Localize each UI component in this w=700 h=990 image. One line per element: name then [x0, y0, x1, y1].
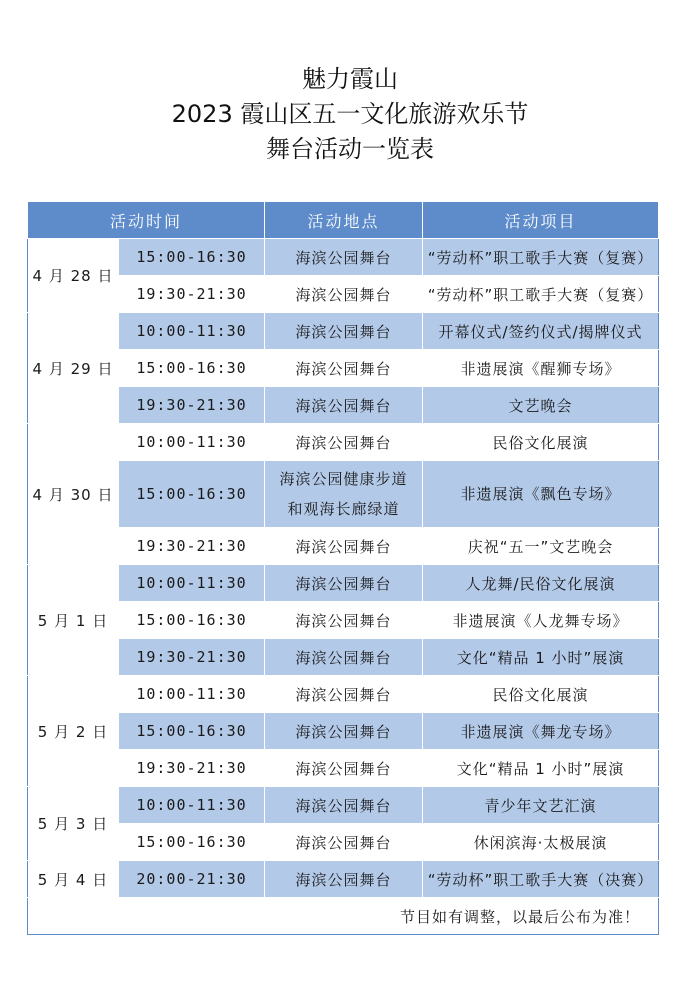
event-cell: 庆祝“五一”文艺晚会: [423, 528, 659, 565]
place-cell: 海滨公园舞台: [265, 313, 423, 350]
place-cell: 海滨公园舞台: [265, 565, 423, 602]
event-cell: 非遗展演《人龙舞专场》: [423, 602, 659, 639]
table-row: [28, 750, 659, 787]
table-row: [28, 313, 659, 350]
schedule-table: [27, 201, 659, 935]
time-cell: 10:00-11:30: [119, 676, 265, 713]
time-cell: 19:30-21:30: [119, 528, 265, 565]
place-cell: 海滨公园舞台: [265, 528, 423, 565]
title-line-2: 2023 霞山区五一文化旅游欢乐节: [171, 100, 529, 128]
time-cell: 15:00-16:30: [119, 602, 265, 639]
table-row: [28, 602, 659, 639]
table-row: [28, 824, 659, 861]
table-row: [28, 350, 659, 387]
date-cell: 4 月 29 日: [28, 313, 119, 424]
place-cell: 海滨公园舞台: [265, 787, 423, 824]
event-cell: 开幕仪式/签约仪式/揭牌仪式: [423, 313, 659, 350]
date-cell: 5 月 2 日: [28, 676, 119, 787]
table-row: [28, 565, 659, 602]
table-row: [28, 424, 659, 461]
table-row: [28, 276, 659, 313]
header-event: 活动项目: [423, 202, 659, 239]
title-line-1: 魅力霞山: [302, 65, 398, 93]
event-cell: 青少年文艺汇演: [423, 787, 659, 824]
place-cell: 海滨公园舞台: [265, 602, 423, 639]
time-cell: 15:00-16:30: [119, 239, 265, 276]
time-cell: 15:00-16:30: [119, 461, 265, 528]
time-cell: 19:30-21:30: [119, 387, 265, 424]
date-cell: 4 月 30 日: [28, 424, 119, 565]
time-cell: 19:30-21:30: [119, 750, 265, 787]
time-cell: 15:00-16:30: [119, 824, 265, 861]
time-cell: 19:30-21:30: [119, 276, 265, 313]
header-time: 活动时间: [28, 202, 265, 239]
event-cell: 民俗文化展演: [423, 424, 659, 461]
event-cell: “劳动杯”职工歌手大赛（复赛）: [423, 239, 659, 276]
place-cell: 海滨公园舞台: [265, 424, 423, 461]
time-cell: 10:00-11:30: [119, 424, 265, 461]
time-cell: 10:00-11:30: [119, 313, 265, 350]
event-cell: 休闲滨海·太极展演: [423, 824, 659, 861]
time-cell: 15:00-16:30: [119, 350, 265, 387]
event-cell: “劳动杯”职工歌手大赛（决赛）: [423, 861, 659, 898]
place-line-2: 和观海长廊绿道: [287, 500, 400, 518]
place-cell: 海滨公园舞台: [265, 239, 423, 276]
event-cell: 文化“精品 1 小时”展演: [423, 639, 659, 676]
time-cell: 20:00-21:30: [119, 861, 265, 898]
time-cell: 19:30-21:30: [119, 639, 265, 676]
event-cell: 非遗展演《舞龙专场》: [423, 713, 659, 750]
table-row: [28, 461, 659, 528]
table-row: [28, 787, 659, 824]
table-row: [28, 387, 659, 424]
place-cell: 海滨公园舞台: [265, 387, 423, 424]
event-cell: 人龙舞/民俗文化展演: [423, 565, 659, 602]
table-row: [28, 528, 659, 565]
title-block: [0, 62, 700, 167]
note-row: [28, 898, 659, 935]
title-line-3: 舞台活动一览表: [266, 135, 434, 163]
place-cell: [265, 461, 423, 528]
event-cell: 非遗展演《飘色专场》: [423, 461, 659, 528]
event-cell: 非遗展演《醒狮专场》: [423, 350, 659, 387]
table-header-row: [28, 202, 659, 239]
place-cell: 海滨公园舞台: [265, 824, 423, 861]
table-row: [28, 239, 659, 276]
event-cell: 文艺晚会: [423, 387, 659, 424]
event-cell: 民俗文化展演: [423, 676, 659, 713]
time-cell: 10:00-11:30: [119, 787, 265, 824]
place-cell: 海滨公园舞台: [265, 713, 423, 750]
table-body: [28, 239, 659, 898]
place-line-1: 海滨公园健康步道: [279, 470, 408, 488]
header-place: 活动地点: [265, 202, 423, 239]
place-cell: 海滨公园舞台: [265, 676, 423, 713]
event-cell: 文化“精品 1 小时”展演: [423, 750, 659, 787]
event-cell: “劳动杯”职工歌手大赛（复赛）: [423, 276, 659, 313]
time-cell: 15:00-16:30: [119, 713, 265, 750]
place-cell: 海滨公园舞台: [265, 861, 423, 898]
place-cell: 海滨公园舞台: [265, 350, 423, 387]
date-cell: 4 月 28 日: [28, 239, 119, 313]
table-row: [28, 639, 659, 676]
place-cell: 海滨公园舞台: [265, 639, 423, 676]
place-cell: 海滨公园舞台: [265, 750, 423, 787]
table-row: [28, 713, 659, 750]
date-cell: 5 月 1 日: [28, 565, 119, 676]
date-cell: 5 月 3 日: [28, 787, 119, 861]
time-cell: 10:00-11:30: [119, 565, 265, 602]
place-cell: 海滨公园舞台: [265, 276, 423, 313]
adjustment-note: 节目如有调整，以最后公布为准！: [28, 898, 659, 935]
date-cell: 5 月 4 日: [28, 861, 119, 898]
table-row: [28, 861, 659, 898]
table-row: [28, 676, 659, 713]
